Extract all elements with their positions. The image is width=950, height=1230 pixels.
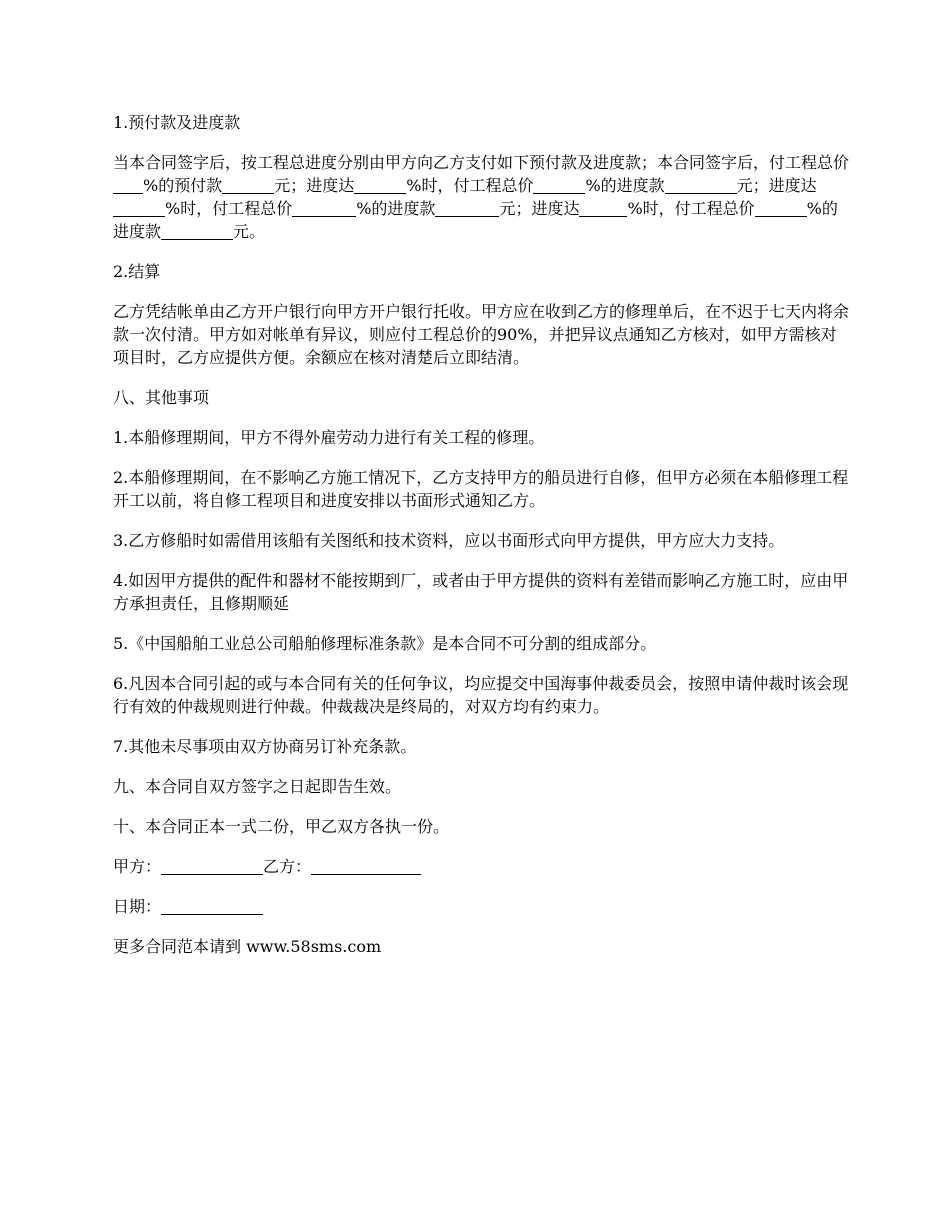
blank-field[interactable] — [533, 177, 585, 194]
blank-field[interactable] — [292, 200, 356, 217]
prepay-text-10: %时，付工程总价 — [627, 199, 755, 218]
section-10: 十、本合同正本一式二份，甲乙双方各执一份。 — [113, 817, 450, 836]
prepay-text-8: %的进度款 — [356, 199, 436, 218]
party-a-label: 甲方： — [113, 857, 162, 876]
list-item: 5.《中国船舶工业总公司船舶修理标准条款》是本合同不可分割的组成部分。 — [113, 634, 657, 653]
section-8-title: 八、其他事项 — [113, 388, 210, 407]
party-a-blank[interactable] — [161, 858, 263, 875]
blank-field[interactable] — [435, 200, 499, 217]
blank-field[interactable] — [755, 200, 807, 217]
prepay-text-6: 元；进度达 — [736, 176, 817, 195]
blank-field[interactable] — [113, 200, 165, 217]
blank-field[interactable] — [222, 177, 274, 194]
date-blank[interactable] — [161, 898, 263, 915]
blank-field[interactable] — [113, 177, 143, 194]
list-item: 7.其他未尽事项由双方协商另订补充条款。 — [113, 737, 417, 756]
list-item: 3.乙方修船时如需借用该船有关图纸和技术资料，应以书面形式向甲方提供，甲方应大力支持。 — [113, 531, 785, 550]
prepay-text-12: 元。 — [233, 222, 266, 241]
blank-field[interactable] — [354, 177, 406, 194]
prepay-text-9: 元；进度达 — [499, 199, 580, 218]
blank-field[interactable] — [665, 177, 737, 194]
list-item: 4.如因甲方提供的配件和器材不能按期到厂，或者由于甲方提供的资料有差错而影响乙方施工时，应由甲方承担责任，且修期顺延 — [113, 571, 849, 613]
blank-field[interactable] — [161, 223, 233, 240]
date-label: 日期： — [113, 897, 162, 916]
settle-paragraph: 乙方凭结帐单由乙方开户银行向甲方开户银行托收。甲方应在收到乙方的修理单后，在不迟于七天内将余款一次付清。甲方如对帐单有异议，则应付工程总价的90%，并把异议点通知乙方核对，如甲方需核对项目时，乙方应提供方便。余额应在核对清楚后立即结清。 — [113, 302, 850, 367]
section-prepay-title: 1.预付款及进度款 — [113, 113, 241, 132]
section-9: 九、本合同自双方签字之日起即告生效。 — [113, 777, 402, 796]
prepay-text-11: %的进度款 — [113, 199, 838, 241]
list-item: 2.本船修理期间，在不影响乙方施工情况下，乙方支持甲方的船员进行自修，但甲方必须在本船修理工程开工以前，将自修工程项目和进度安排以书面形式通知乙方。 — [113, 468, 849, 510]
signature-line — [113, 855, 850, 878]
prepay-text-1: 当本合同签字后，按工程总进度分别由甲方向乙方支付如下预付款及进度款；本合同签字后，付工程总价 — [113, 153, 850, 172]
prepay-text-3: 元；进度达 — [274, 176, 355, 195]
prepay-text-5: %的进度款 — [585, 176, 665, 195]
party-b-label: 乙方： — [263, 857, 312, 876]
list-item: 6.凡因本合同引起的或与本合同有关的任何争议，均应提交中国海事仲裁委员会，按照申请仲裁时该会现行有效的仲裁规则进行仲裁。仲裁裁决是终局的，对双方均有约束力。 — [113, 674, 849, 716]
party-b-blank[interactable] — [311, 858, 421, 875]
prepay-text-4: %时，付工程总价 — [406, 176, 534, 195]
date-line — [113, 895, 850, 918]
section-settle-title: 2.结算 — [113, 262, 161, 281]
prepay-paragraph — [113, 151, 850, 243]
blank-field[interactable] — [579, 200, 627, 217]
prepay-text-7: %时，付工程总价 — [165, 199, 293, 218]
prepay-text-2: %的预付款 — [143, 176, 223, 195]
list-item: 1.本船修理期间，甲方不得外雇劳动力进行有关工程的修理。 — [113, 428, 545, 447]
footer-text: 更多合同范本请到 www.58sms.com — [113, 937, 382, 956]
